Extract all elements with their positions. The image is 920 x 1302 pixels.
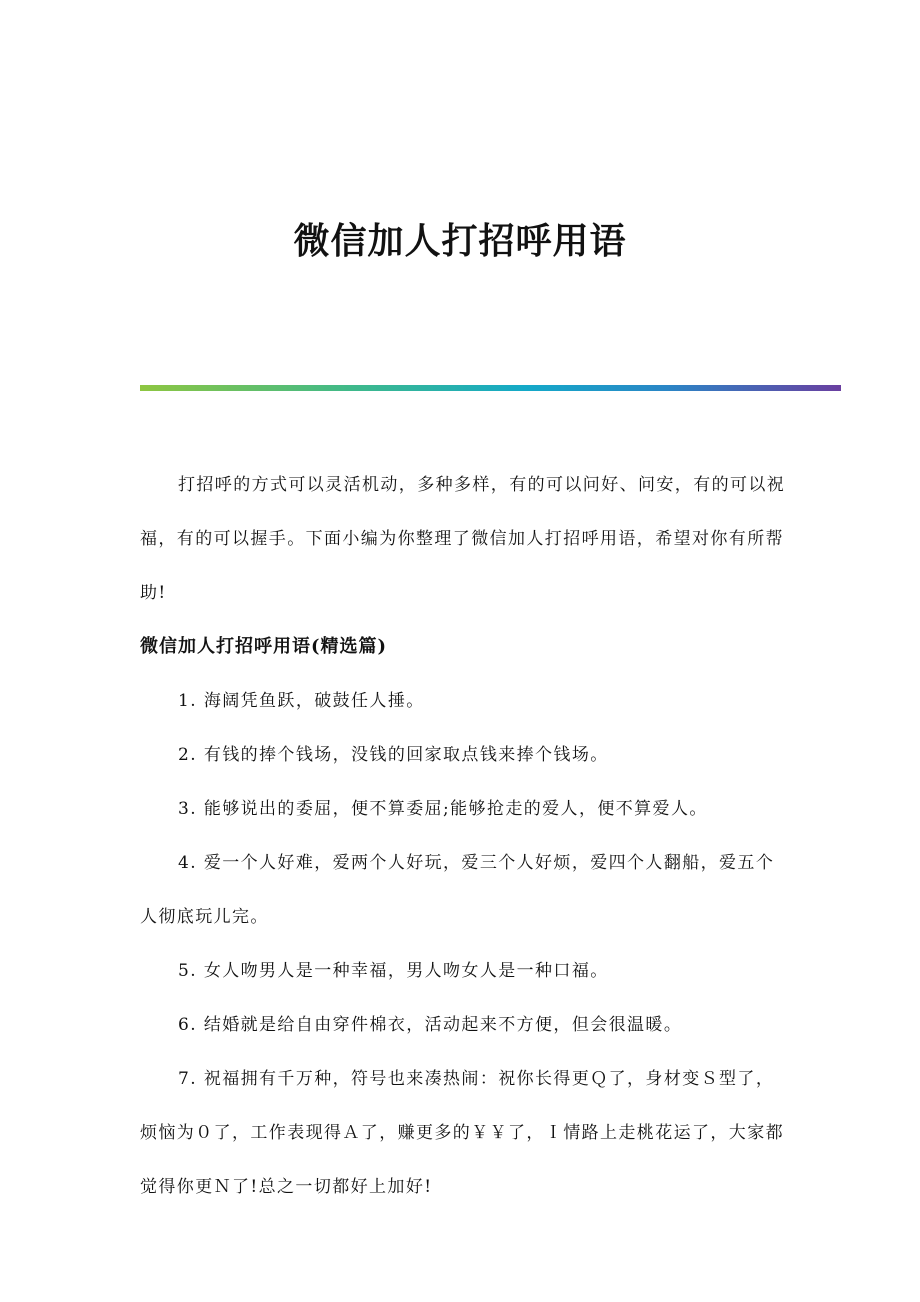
- list-item: 7. 祝福拥有千万种，符号也来凑热闹：祝你长得更Ｑ了，身材变Ｓ型了，烦恼为０了，工作表现得Ａ了，赚更多的￥￥了，Ｉ情路上走桃花运了，大家都觉得你更Ｎ了!总之一切都好上加好!: [140, 1069, 784, 1197]
- list-item: 5. 女人吻男人是一种幸福，男人吻女人是一种口福。: [178, 961, 609, 981]
- list-item: 6. 结婚就是给自由穿件棉衣，活动起来不方便，但会很温暖。: [178, 1015, 683, 1035]
- gradient-divider: [140, 385, 841, 391]
- list-item: 1. 海阔凭鱼跃，破鼓任人捶。: [178, 691, 425, 711]
- document-body: [140, 458, 790, 1214]
- list-item: 4. 爱一个人好难，爱两个人好玩，爱三个人好烦，爱四个人翻船，爱五个人彻底玩儿完。: [140, 853, 775, 927]
- intro-paragraph: 打招呼的方式可以灵活机动，多种多样，有的可以问好、问安，有的可以祝福，有的可以握手。下面小编为你整理了微信加人打招呼用语，希望对你有所帮助!: [140, 475, 786, 603]
- list-item: 2. 有钱的捧个钱场，没钱的回家取点钱来捧个钱场。: [178, 745, 609, 765]
- list-item: 3. 能够说出的委屈，便不算委屈;能够抢走的爱人，便不算爱人。: [178, 799, 708, 819]
- page-title: 微信加人打招呼用语: [293, 220, 627, 262]
- section-heading: 微信加人打招呼用语(精选篇): [140, 636, 388, 657]
